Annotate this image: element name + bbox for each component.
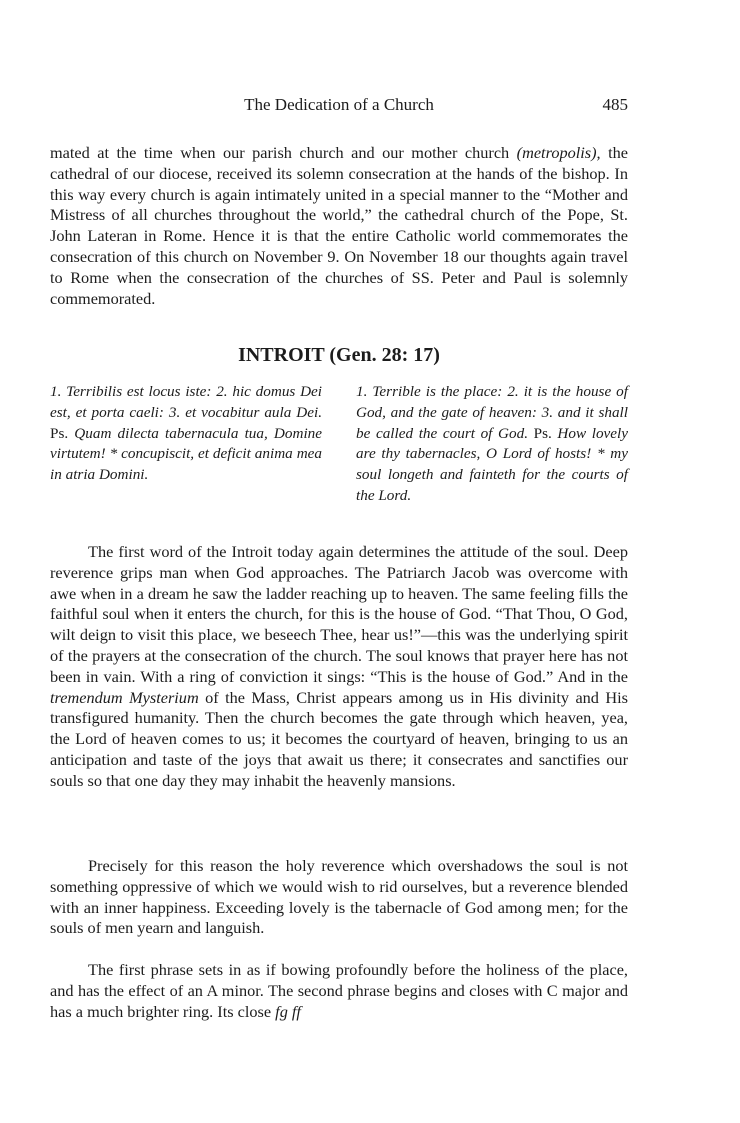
paragraph-continued: mated at the time when our parish church and our mother church (metropolis), the cathedral of our diocese, received its solemn consecration at the hands of the bishop. In this way every church is again intimately united in a special manner to the “Mother and Mistress of all churches throughout the world,” the cathedral church of the Pope, St. John Lateran in Rome. Hence it is that the entire Catholic world commemorates the consecration of this church on November 9. On November 18 our thoughts again travel to Rome when the consecration of the churches of SS. Peter and Paul is solemnly commemorated. <box>50 143 628 308</box>
neume-notation: fg ff <box>275 1001 301 1021</box>
italic-term: (metropolis), <box>516 143 601 162</box>
introit-heading: INTROIT (Gen. 28: 17) <box>238 344 440 366</box>
paragraph-reverence: Precisely for this reason the holy reverence which overshadows the soul is not something oppressive of which we would wish to rid ourselves, but a reverence blended with an inner happiness. Exceeding lovely is the tabernacle of God among men; for the souls of men yearn and languish. <box>50 856 628 938</box>
running-header <box>50 95 628 119</box>
english-text-column: 1. Terrible is the place: 2. it is the house of God, and the gate of heaven: 3. and it shall be called the court of God. Ps. How lovely are thy tabernacles, O Lord of hosts! * my soul longeth and fainteth for the courts of the Lord. <box>356 383 628 504</box>
page-number: 485 <box>602 95 628 114</box>
latin-text-column: 1. Terribilis est locus iste: 2. hic domus Dei est, et porta caeli: 3. et vocabitur aula Dei. Ps. Quam dilecta tabernacula tua, Domine virtutem! * concupiscit, et deficit anima mea in atria Domini. <box>50 383 322 484</box>
paragraph-music: The first phrase sets in as if bowing profoundly before the holiness of the place, and has the effect of an A minor. The second phrase begins and closes with C major and has a much brighter ring. Its close fg ff <box>50 960 628 1021</box>
paragraph-introit-commentary: The first word of the Introit today again determines the attitude of the soul. Deep reverence grips man when God approaches. The Patriarch Jacob was overcome with awe when in a dream he saw the ladder reaching up to heaven. The same feeling fills the faithful soul when it enters the church, for this is the house of God. “That Thou, O God, wilt deign to visit this place, we beseech Thee, hear us!”—this was the underlying spirit of the prayers at the consecration of the church. The soul knows that prayer here has not been in vain. With a ring of conviction it sings: “This is the house of God.” And in the tremendum Mysterium of the Mass, Christ appears among us in His divinity and His transfigured humanity. Then the church becomes the gate through which heaven, yea, the Lord of heaven comes to us; it becomes the courtyard of heaven, bringing to us an anticipation and taste of the joys that await us there; it consecrates and sanctifies our souls so that one day they may inhabit the heavenly mansions. <box>50 542 628 790</box>
italic-term: tremendum Mysterium <box>50 687 199 707</box>
running-title: The Dedication of a Church <box>244 95 434 114</box>
